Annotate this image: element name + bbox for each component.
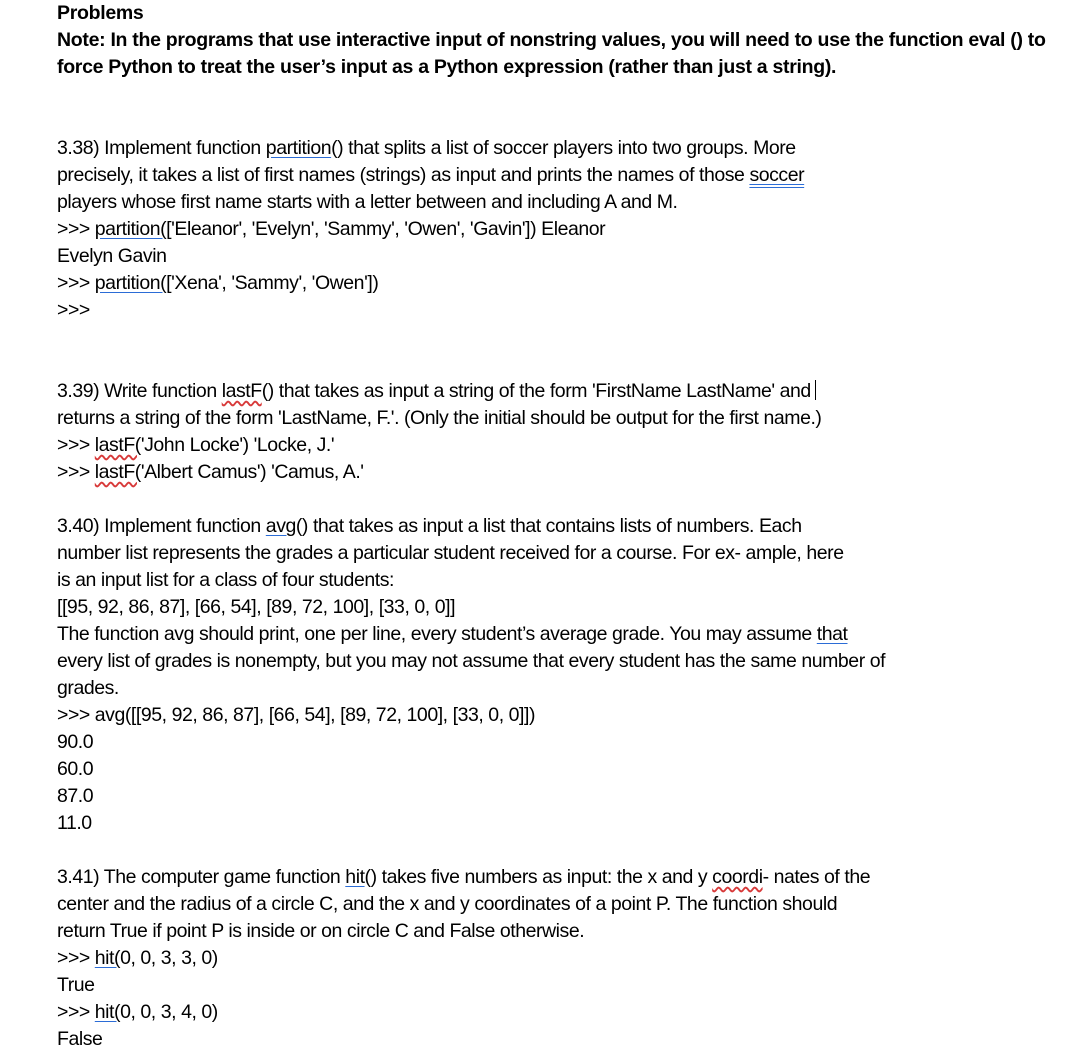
function-name: hit( — [94, 1001, 121, 1023]
output-line: False — [57, 1028, 103, 1050]
function-name: partition( — [94, 218, 167, 240]
text-line: return True if point P is inside or on circle C and False otherwise. — [57, 920, 585, 942]
text-line — [57, 162, 804, 189]
function-name: hit — [345, 866, 365, 888]
text-run: 'Albert Camus') 'Camus, A.' — [140, 461, 364, 483]
code-line: >>> avg([[95, 92, 86, 87], [66, 54], [89, 72, 100], [33, 0, 0]]) — [57, 704, 536, 726]
problem-3-38 — [57, 135, 1047, 324]
text-run: 0, 0, 3, 3, 0) — [120, 947, 218, 969]
prompt: >>> — [57, 434, 95, 456]
function-name: lastF( — [94, 461, 141, 483]
text-line: [[95, 92, 86, 87], [66, 54], [89, 72, 100], [33, 0, 0]] — [57, 596, 456, 618]
problem-3-41 — [57, 864, 1047, 1053]
code-line — [57, 459, 364, 486]
code-line — [57, 270, 378, 297]
prompt: >>> — [57, 272, 95, 294]
flagged-word: coordi — [712, 866, 763, 888]
text-line: players whose first name starts with a letter between and including A and M. — [57, 191, 678, 213]
text-line: grades. — [57, 677, 119, 699]
note-line-1: Note: In the programs that use interactive input of nonstring values, you will need to use the function eval () to — [57, 29, 1046, 51]
text-run: 3.39) Write function — [57, 380, 222, 402]
function-name: avg — [265, 515, 296, 537]
code-line — [57, 432, 334, 459]
code-line — [57, 945, 218, 972]
prompt: >>> — [57, 461, 95, 483]
problem-3-39 — [57, 378, 1047, 486]
text-line: number list represents the grades a particular student received for a course. For ex- ample, here — [57, 542, 844, 564]
page-heading: Problems — [57, 2, 144, 24]
text-run: 3.41) The computer game function — [57, 866, 346, 888]
code-line — [57, 999, 218, 1026]
text-cursor[interactable] — [815, 380, 817, 400]
output-line: 11.0 — [57, 812, 92, 834]
text-run: () that takes as input a list that contains lists of numbers. Each — [295, 515, 802, 537]
spacer — [57, 81, 1047, 135]
text-run: precisely, it takes a list of first names (strings) as input and prints the names of those — [57, 164, 750, 186]
spacer — [57, 837, 1047, 864]
flagged-word: that — [816, 623, 848, 645]
note-line-2: force Python to treat the user’s input as a Python expression (rather than just a string). — [57, 56, 837, 78]
text-run: ['Eleanor', 'Evelyn', 'Sammy', 'Owen', 'Gavin']) Eleanor — [166, 218, 606, 240]
output-line: 60.0 — [57, 758, 94, 780]
code-line: >>> — [57, 299, 90, 321]
text-line — [57, 378, 816, 405]
text-run: 3.40) Implement function — [57, 515, 266, 537]
function-name: partition( — [94, 272, 167, 294]
text-run: 'John Locke') 'Locke, J.' — [140, 434, 335, 456]
text-run: - nates of the — [762, 866, 871, 888]
output-line: 87.0 — [57, 785, 94, 807]
text-line — [57, 864, 870, 891]
prompt: >>> — [57, 1001, 95, 1023]
text-line: returns a string of the form 'LastName, F.'. (Only the initial should be output for the first name.) — [57, 407, 822, 429]
text-run: () takes five numbers as input: the x and y — [364, 866, 713, 888]
text-run: () that splits a list of soccer players into two groups. More — [331, 137, 796, 159]
function-name: lastF — [221, 380, 262, 402]
text-run: ['Xena', 'Sammy', 'Owen']) — [166, 272, 379, 294]
output-line: Evelyn Gavin — [57, 245, 167, 267]
prompt: >>> — [57, 218, 95, 240]
text-run: 0, 0, 3, 4, 0) — [120, 1001, 218, 1023]
function-name: partition — [265, 137, 332, 159]
spacer — [57, 324, 1047, 378]
output-line: 90.0 — [57, 731, 94, 753]
document-body — [57, 0, 1047, 1053]
flagged-word: soccer — [749, 164, 805, 186]
text-run: () that takes as input a string of the form 'FirstName LastName' and — [261, 380, 811, 402]
text-run: 3.38) Implement function — [57, 137, 266, 159]
text-line — [57, 135, 796, 162]
output-line: True — [57, 974, 95, 996]
function-name: hit( — [94, 947, 121, 969]
spacer — [57, 486, 1047, 513]
function-name: lastF( — [94, 434, 141, 456]
prompt: >>> — [57, 947, 95, 969]
text-line: center and the radius of a circle C, and the x and y coordinates of a point P. The function should — [57, 893, 838, 915]
code-line — [57, 216, 605, 243]
text-line: every list of grades is nonempty, but you may not assume that every student has the same number of — [57, 650, 886, 672]
text-line — [57, 513, 802, 540]
text-line: is an input list for a class of four students: — [57, 569, 394, 591]
problem-3-40 — [57, 513, 1047, 837]
text-run: The function avg should print, one per line, every student’s average grade. You may assume — [57, 623, 817, 645]
text-line — [57, 621, 848, 648]
